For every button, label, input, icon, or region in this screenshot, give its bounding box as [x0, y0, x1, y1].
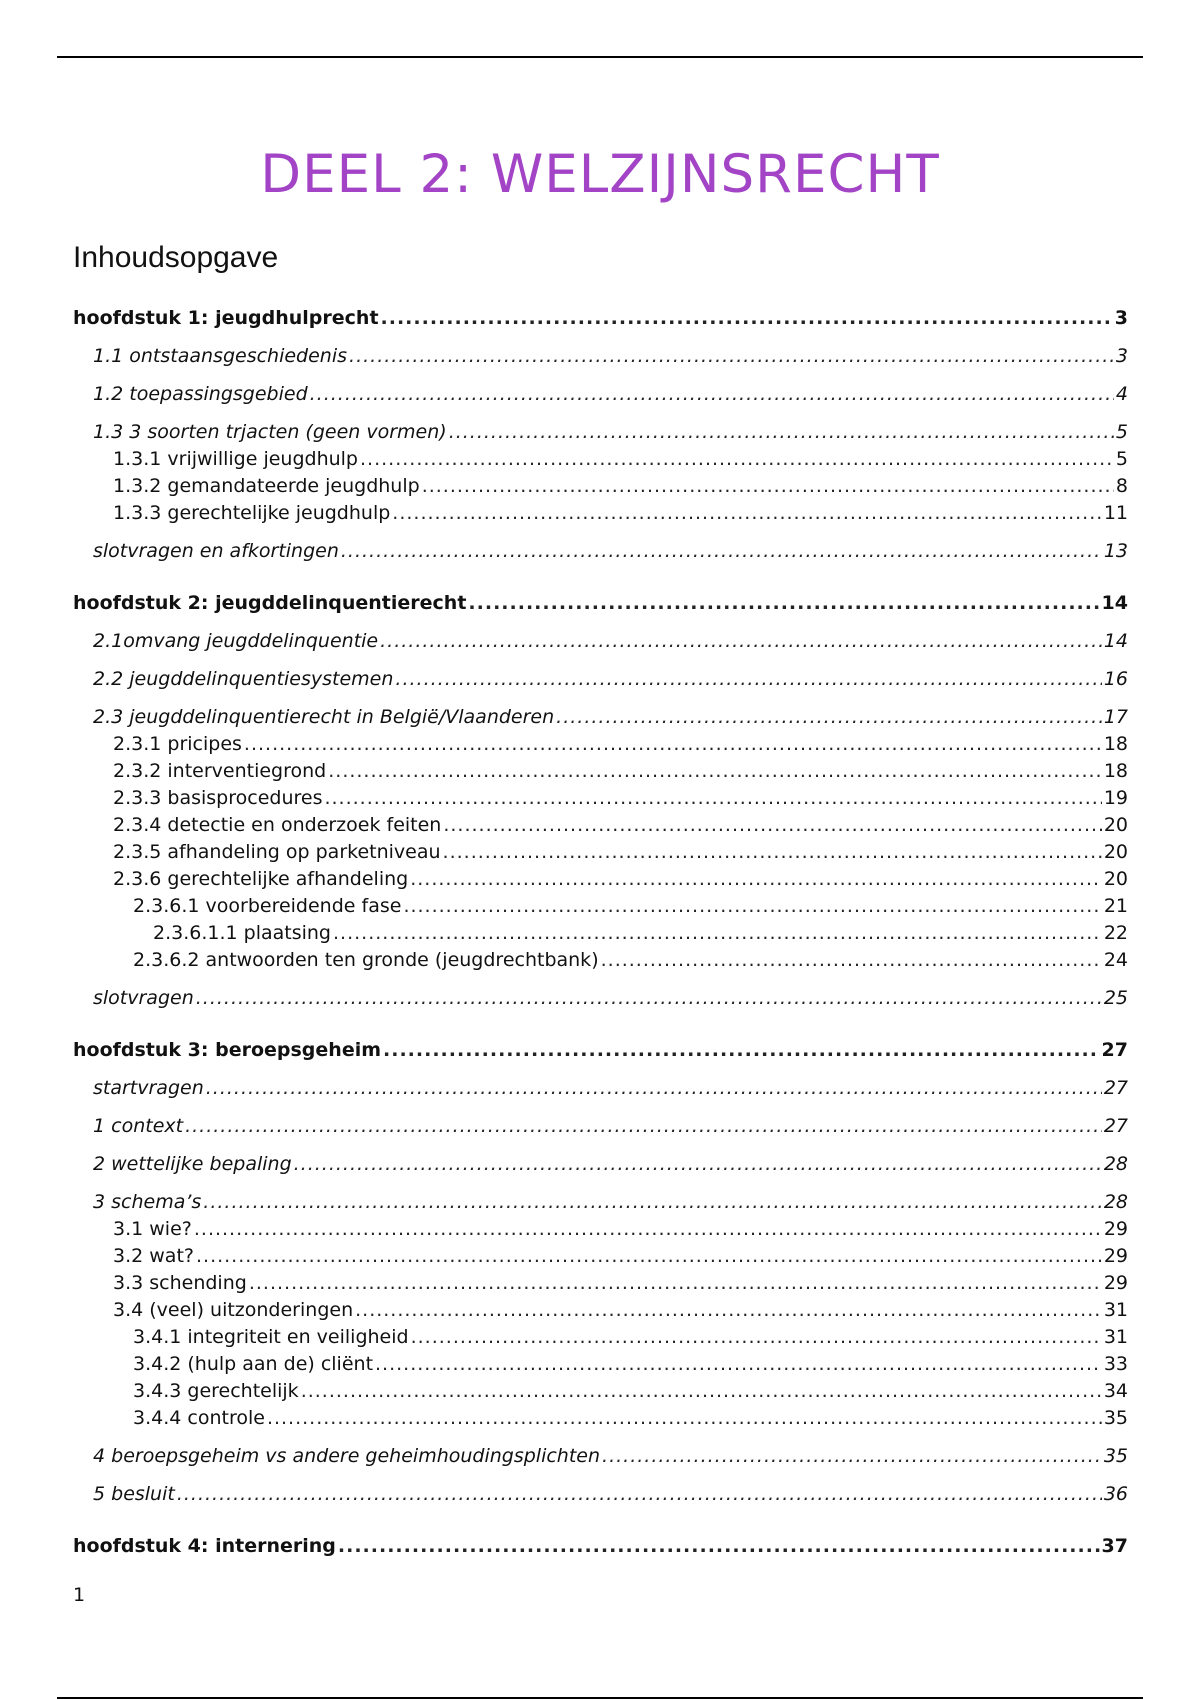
- toc-entry[interactable]: [73, 1075, 1128, 1102]
- toc-entry-page: 19: [1103, 787, 1128, 809]
- toc-leader-dots: [411, 1324, 1102, 1351]
- toc-entry[interactable]: [73, 343, 1128, 370]
- toc-leader-dots: [360, 446, 1114, 473]
- toc-leader-dots: [341, 538, 1102, 565]
- toc-entry-page: 28: [1103, 1191, 1128, 1213]
- toc-entry-label: 3.4.4 controle: [133, 1407, 265, 1429]
- toc-leader-dots: [355, 1297, 1102, 1324]
- toc-entry-page: 18: [1103, 760, 1128, 782]
- toc-entry[interactable]: [73, 1324, 1128, 1351]
- toc-entry-label: hoofdstuk 1: jeugdhulprecht: [73, 307, 379, 329]
- toc-leader-dots: [410, 866, 1102, 893]
- toc-leader-dots: [338, 1533, 1100, 1560]
- toc-entry-page: 27: [1103, 1115, 1128, 1137]
- toc-entry-page: 37: [1101, 1535, 1128, 1557]
- toc-entry-page: 20: [1103, 868, 1128, 890]
- toc-entry[interactable]: [73, 704, 1128, 731]
- toc-entry-page: 11: [1103, 502, 1128, 524]
- toc-leader-dots: [267, 1405, 1102, 1432]
- toc-entry-label: 2.3.6.2 antwoorden ten gronde (jeugdrechtbank): [133, 949, 599, 971]
- toc-entry-page: 5: [1115, 448, 1128, 470]
- toc-entry-page: 35: [1103, 1407, 1128, 1429]
- toc-entry-label: 2.3 jeugddelinquentierecht in België/Vlaanderen: [93, 706, 555, 728]
- toc-entry-page: 22: [1103, 922, 1128, 944]
- footer-rule: [57, 1697, 1143, 1699]
- toc-entry-page: 31: [1103, 1326, 1128, 1348]
- toc-entry-label: 3 schema’s: [93, 1191, 202, 1213]
- toc-entry-page: 35: [1103, 1445, 1128, 1467]
- document-title: DEEL 2: WELZIJNSRECHT: [260, 144, 940, 205]
- toc-chapter-entry[interactable]: [73, 1533, 1128, 1560]
- toc-entry-label: startvragen: [93, 1077, 204, 1099]
- toc-entry-label: 2.3.6.1.1 plaatsing: [153, 922, 331, 944]
- toc-entry[interactable]: [73, 1216, 1128, 1243]
- toc-entry[interactable]: [73, 1243, 1128, 1270]
- toc-leader-dots: [177, 1481, 1102, 1508]
- toc-entry-page: 34: [1103, 1380, 1128, 1402]
- toc-leader-dots: [310, 381, 1114, 408]
- toc-entry[interactable]: [73, 538, 1128, 565]
- toc-entry[interactable]: [73, 812, 1128, 839]
- toc-entry-label: 3.3 schending: [113, 1272, 247, 1294]
- toc-entry[interactable]: [73, 920, 1128, 947]
- toc-entry-label: 3.4.3 gerechtelijk: [133, 1380, 299, 1402]
- toc-entry-label: slotvragen en afkortingen: [93, 540, 339, 562]
- toc-entry-page: 36: [1103, 1483, 1128, 1505]
- toc-entry-label: 1.3.1 vrijwillige jeugdhulp: [113, 448, 358, 470]
- toc-entry-label: 2.3.1 pricipes: [113, 733, 242, 755]
- toc-entry[interactable]: [73, 893, 1128, 920]
- toc-entry-label: 1.1 ontstaansgeschiedenis: [93, 345, 348, 367]
- toc-entry[interactable]: [73, 947, 1128, 974]
- toc-chapter-entry[interactable]: [73, 305, 1128, 332]
- toc-entry-page: 5: [1115, 421, 1128, 443]
- toc-entry[interactable]: [73, 1351, 1128, 1378]
- toc-entry-label: 1.3 3 soorten trjacten (geen vormen): [93, 421, 447, 443]
- toc-leader-dots: [194, 1216, 1102, 1243]
- toc-entry-label: 1 context: [93, 1115, 184, 1137]
- toc-entry-label: 1.3.2 gemandateerde jeugdhulp: [113, 475, 420, 497]
- toc-leader-dots: [185, 1113, 1102, 1140]
- toc-entry-page: 28: [1103, 1153, 1128, 1175]
- toc-leader-dots: [422, 473, 1114, 500]
- toc-entry-label: 2 wettelijke bepaling: [93, 1153, 292, 1175]
- toc-entry-label: 3.4 (veel) uitzonderingen: [113, 1299, 354, 1321]
- toc-leader-dots: [556, 704, 1102, 731]
- toc-entry-label: 3.1 wie?: [113, 1218, 192, 1240]
- toc-entry[interactable]: [73, 731, 1128, 758]
- toc-entry-label: 3.4.2 (hulp aan de) cliënt: [133, 1353, 374, 1375]
- toc-leader-dots: [196, 1243, 1102, 1270]
- toc-entry-label: 2.3.4 detectie en onderzoek feiten: [113, 814, 442, 836]
- toc-entry-page: 31: [1103, 1299, 1128, 1321]
- toc-entry-page: 27: [1101, 1039, 1128, 1061]
- toc-leader-dots: [468, 590, 1099, 617]
- toc-entry[interactable]: [73, 1443, 1128, 1470]
- toc-leader-dots: [449, 419, 1114, 446]
- toc-entry-page: 16: [1103, 668, 1128, 690]
- toc-entry-page: 13: [1103, 540, 1128, 562]
- toc-leader-dots: [403, 893, 1101, 920]
- toc-leader-dots: [392, 500, 1102, 527]
- toc-entry-label: 2.3.2 interventiegrond: [113, 760, 327, 782]
- toc-entry-label: 2.3.6.1 voorbereidende fase: [133, 895, 402, 917]
- toc-entry-label: 3.4.1 integriteit en veiligheid: [133, 1326, 409, 1348]
- toc-chapter-entry[interactable]: [73, 590, 1128, 617]
- toc-entry[interactable]: [73, 758, 1128, 785]
- toc-leader-dots: [244, 731, 1102, 758]
- toc-entry-label: 2.1omvang jeugddelinquentie: [93, 630, 379, 652]
- toc-entry-page: 20: [1103, 841, 1128, 863]
- toc-leader-dots: [602, 1443, 1102, 1470]
- toc-entry[interactable]: [73, 839, 1128, 866]
- toc-entry-page: 4: [1115, 383, 1128, 405]
- toc-leader-dots: [301, 1378, 1102, 1405]
- toc-entry-page: 14: [1101, 592, 1128, 614]
- toc-entry-label: 2.3.5 afhandeling op parketniveau: [113, 841, 441, 863]
- toc-leader-dots: [375, 1351, 1102, 1378]
- toc-entry[interactable]: [73, 628, 1128, 655]
- toc-entry-label: hoofdstuk 2: jeugddelinquentierecht: [73, 592, 467, 614]
- toc-entry-page: 29: [1103, 1218, 1128, 1240]
- toc-entry-page: 18: [1103, 733, 1128, 755]
- toc-entry[interactable]: [73, 381, 1128, 408]
- toc-entry-page: 3: [1115, 345, 1128, 367]
- toc-entry[interactable]: [73, 1297, 1128, 1324]
- toc-entry-label: 1.3.3 gerechtelijke jeugdhulp: [113, 502, 391, 524]
- toc-entry-page: 25: [1103, 987, 1128, 1009]
- toc-entry[interactable]: [73, 473, 1128, 500]
- toc-entry[interactable]: [73, 1270, 1128, 1297]
- toc-entry[interactable]: [73, 419, 1128, 446]
- toc-entry-label: 3.2 wat?: [113, 1245, 194, 1267]
- toc-entry-page: 27: [1103, 1077, 1128, 1099]
- toc-leader-dots: [381, 305, 1113, 332]
- toc-entry-label: 1.2 toepassingsgebied: [93, 383, 308, 405]
- header-rule: [57, 56, 1143, 58]
- toc-leader-dots: [395, 666, 1101, 693]
- toc-entry-label: 2.3.3 basisprocedures: [113, 787, 323, 809]
- toc-leader-dots: [206, 1075, 1102, 1102]
- toc-entry-page: 24: [1103, 949, 1128, 971]
- toc-entry-page: 29: [1103, 1245, 1128, 1267]
- toc-entry[interactable]: [73, 446, 1128, 473]
- toc-entry-page: 14: [1103, 630, 1128, 652]
- toc-entry-page: 8: [1115, 475, 1128, 497]
- table-of-contents: [73, 305, 1128, 1560]
- toc-leader-dots: [249, 1270, 1102, 1297]
- toc-entry-page: 33: [1103, 1353, 1128, 1375]
- toc-entry[interactable]: [73, 985, 1128, 1012]
- toc-entry-label: 2.2 jeugddelinquentiesystemen: [93, 668, 394, 690]
- toc-leader-dots: [383, 1037, 1100, 1064]
- toc-entry[interactable]: [73, 1405, 1128, 1432]
- toc-entry-page: 17: [1103, 706, 1128, 728]
- toc-leader-dots: [196, 985, 1102, 1012]
- toc-entry[interactable]: [73, 866, 1128, 893]
- toc-leader-dots: [443, 839, 1102, 866]
- toc-entry[interactable]: [73, 1378, 1128, 1405]
- toc-entry-label: 4 beroepsgeheim vs andere geheimhoudingsplichten: [93, 1445, 601, 1467]
- toc-chapter-entry[interactable]: [73, 1037, 1128, 1064]
- toc-leader-dots: [333, 920, 1102, 947]
- toc-entry-label: slotvragen: [93, 987, 194, 1009]
- toc-heading: Inhoudsopgave: [73, 241, 279, 274]
- toc-leader-dots: [349, 343, 1114, 370]
- toc-leader-dots: [328, 758, 1102, 785]
- toc-entry-label: hoofdstuk 3: beroepsgeheim: [73, 1039, 382, 1061]
- toc-leader-dots: [294, 1151, 1102, 1178]
- toc-entry-page: 3: [1114, 307, 1128, 329]
- toc-leader-dots: [324, 785, 1101, 812]
- page-number: 1: [73, 1584, 86, 1606]
- toc-entry[interactable]: [73, 500, 1128, 527]
- toc-entry[interactable]: [73, 1481, 1128, 1508]
- toc-entry-label: 5 besluit: [93, 1483, 175, 1505]
- toc-leader-dots: [203, 1189, 1102, 1216]
- toc-entry-page: 21: [1103, 895, 1128, 917]
- toc-leader-dots: [601, 947, 1102, 974]
- toc-entry-label: hoofdstuk 4: internering: [73, 1535, 336, 1557]
- toc-entry-label: 2.3.6 gerechtelijke afhandeling: [113, 868, 409, 890]
- toc-entry-page: 29: [1103, 1272, 1128, 1294]
- toc-entry[interactable]: [73, 785, 1128, 812]
- toc-leader-dots: [443, 812, 1101, 839]
- toc-entry[interactable]: [73, 1151, 1128, 1178]
- toc-entry[interactable]: [73, 1189, 1128, 1216]
- toc-entry-page: 20: [1103, 814, 1128, 836]
- toc-leader-dots: [380, 628, 1102, 655]
- toc-entry[interactable]: [73, 666, 1128, 693]
- toc-entry[interactable]: [73, 1113, 1128, 1140]
